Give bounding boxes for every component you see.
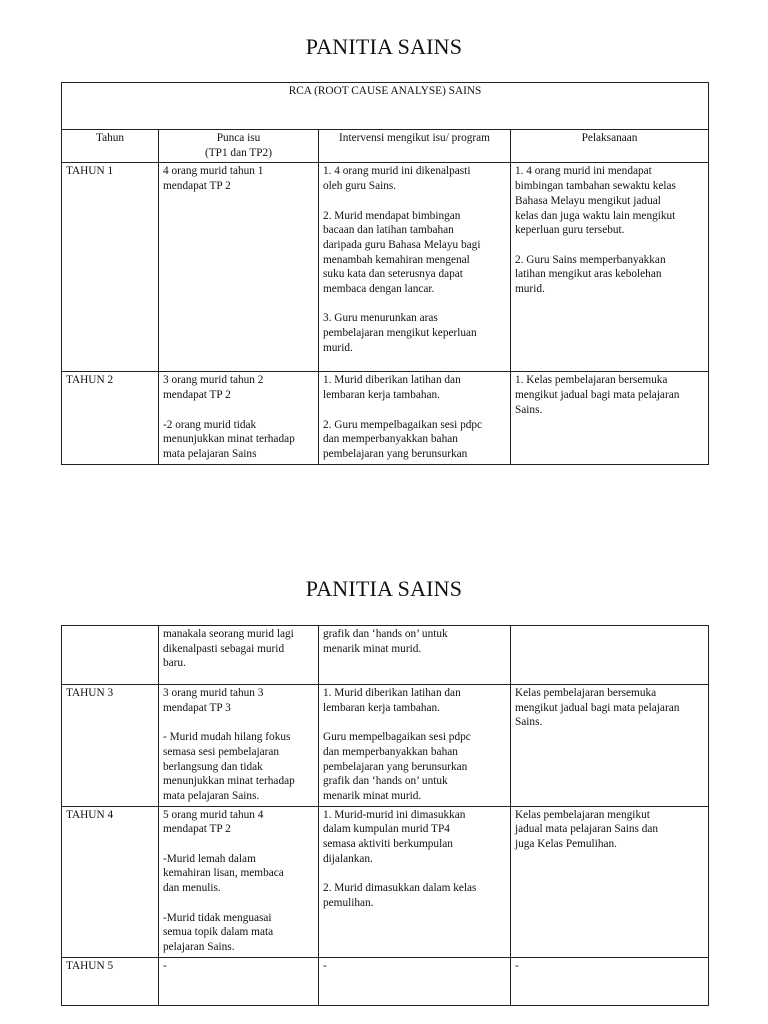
cell-intervensi: - [319, 957, 511, 1005]
cell-pelaksanaan: - [511, 957, 709, 1005]
cell-pelaksanaan [511, 626, 709, 685]
header-tahun: Tahun [62, 130, 159, 163]
cell-pelaksanaan: 1. 4 orang murid ini mendapat bimbingan tambahan sewaktu kelas Bahasa Melayu mengikut jadual kelas dan juga waktu lain mengikut keperluan guru tersebut. 2. Guru Sains memperbanyakkan latihan mengikut aras kebolehan murid. [511, 163, 709, 372]
page-title: PANITIA SAINS [305, 576, 463, 601]
header-punca-isu: Punca isu (TP1 dan TP2) [159, 130, 319, 163]
cell-tahun: TAHUN 2 [62, 372, 159, 464]
cell-punca-isu: manakala seorang murid lagi dikenalpasti sebagai murid baru. [159, 626, 319, 685]
table-row [62, 685, 709, 807]
cell-tahun: TAHUN 3 [62, 685, 159, 807]
cell-punca-isu: 3 orang murid tahun 3 mendapat TP 3 - Murid mudah hilang fokus semasa sesi pembelajaran berlangsung dan tidak menunjukkan minat terhadap mata pelajaran Sains. [159, 685, 319, 807]
table-row [62, 806, 709, 957]
cell-tahun: TAHUN 5 [62, 957, 159, 1005]
cell-punca-isu: 5 orang murid tahun 4 mendapat TP 2 -Murid lemah dalam kemahiran lisan, membaca dan menulis. -Murid tidak menguasai semua topik dalam mata pelajaran Sains. [159, 806, 319, 957]
cell-intervensi: 1. Murid-murid ini dimasukkan dalam kumpulan murid TP4 semasa aktiviti berkumpulan dijalankan. 2. Murid dimasukkan dalam kelas pemulihan. [319, 806, 511, 957]
cell-tahun: TAHUN 1 [62, 163, 159, 372]
cell-tahun [62, 626, 159, 685]
cell-intervensi: 1. Murid diberikan latihan dan lembaran kerja tambahan. Guru mempelbagaikan sesi pdpc dan memperbanyakkan bahan pembelajaran yang berunsurkan grafik dan ‘hands on’ untuk menarik minat murid. [319, 685, 511, 807]
rca-table [61, 82, 709, 465]
cell-punca-isu: - [159, 957, 319, 1005]
header-intervensi: Intervensi mengikut isu/ program [319, 130, 511, 163]
cell-punca-isu: 3 orang murid tahun 2 mendapat TP 2 -2 orang murid tidak menunjukkan minat terhadap mata pelajaran Sains [159, 372, 319, 464]
cell-intervensi: 1. 4 orang murid ini dikenalpasti oleh guru Sains. 2. Murid mendapat bimbingan bacaan dan latihan tambahan daripada guru Bahasa Melayu bagi menambah kemahiran mengenal suku kata dan seterusnya dapat membaca dengan lancar. 3. Guru menurunkan aras pembelajaran mengikut keperluan murid. [319, 163, 511, 372]
table-title: RCA (ROOT CAUSE ANALYSE) SAINS [62, 83, 709, 130]
table-row [62, 957, 709, 1005]
cell-intervensi: grafik dan ‘hands on’ untuk menarik minat murid. [319, 626, 511, 685]
cell-intervensi: 1. Murid diberikan latihan dan lembaran kerja tambahan. 2. Guru mempelbagaikan sesi pdpc dan memperbanyakkan bahan pembelajaran yang berunsurkan [319, 372, 511, 464]
table-row [62, 626, 709, 685]
rca-table-continued [61, 625, 709, 1006]
cell-punca-isu: 4 orang murid tahun 1 mendapat TP 2 [159, 163, 319, 372]
cell-pelaksanaan: 1. Kelas pembelajaran bersemuka mengikut jadual bagi mata pelajaran Sains. [511, 372, 709, 464]
page-title: PANITIA SAINS [305, 34, 463, 59]
cell-pelaksanaan: Kelas pembelajaran mengikut jadual mata pelajaran Sains dan juga Kelas Pemulihan. [511, 806, 709, 957]
table-row [62, 372, 709, 464]
cell-pelaksanaan: Kelas pembelajaran bersemuka mengikut jadual bagi mata pelajaran Sains. [511, 685, 709, 807]
table-row [62, 163, 709, 372]
header-pelaksanaan: Pelaksanaan [511, 130, 709, 163]
cell-tahun: TAHUN 4 [62, 806, 159, 957]
